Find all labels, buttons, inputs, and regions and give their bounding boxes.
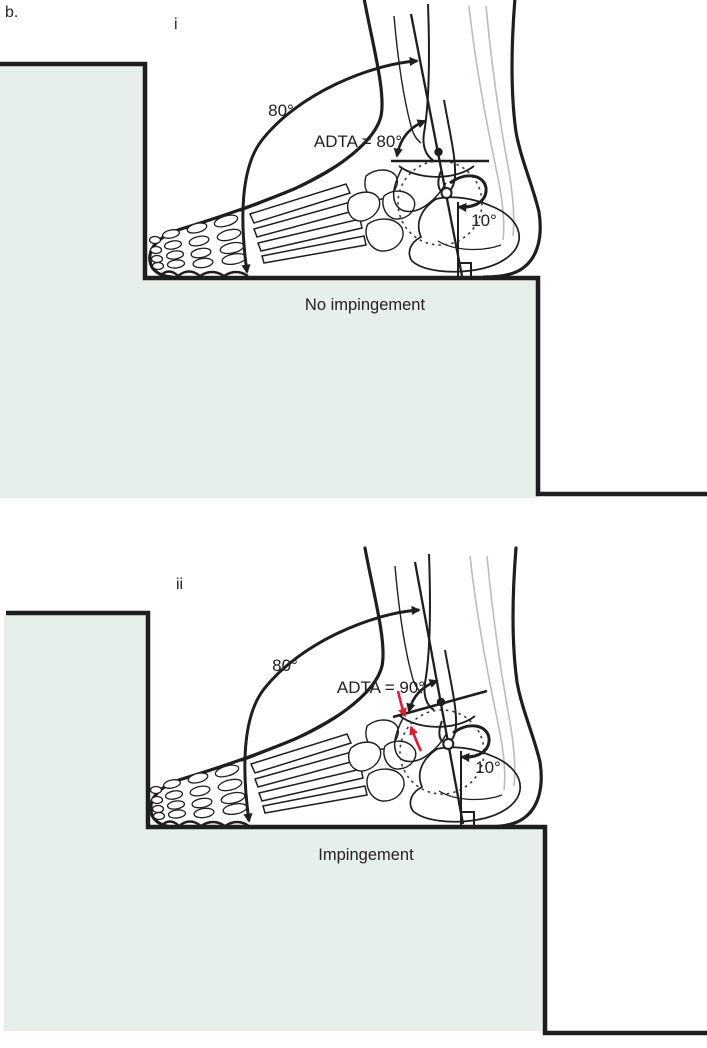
- panel-i: [0, 0, 707, 498]
- step-platform-i: [0, 64, 538, 498]
- panel-ii: [4, 548, 707, 1033]
- axis-open-circle-ii: [443, 739, 453, 749]
- heel-angle-label-ii: 10°: [475, 758, 501, 777]
- axis-dot-i: [434, 148, 442, 156]
- adta-label-i: ADTA = 80°: [313, 132, 403, 151]
- panel-label-ii: ii: [176, 576, 184, 593]
- caption-i: No impingement: [304, 296, 426, 314]
- caption-ii: Impingement: [318, 846, 414, 864]
- heel-angle-arrow-i: [450, 176, 486, 207]
- adta-label-ii: ADTA = 90°: [336, 678, 426, 697]
- axis-open-circle-i: [442, 188, 452, 198]
- rom-angle-label-i: 80°: [268, 101, 294, 120]
- panel-label-i: i: [174, 16, 178, 33]
- axis-dot-ii: [437, 698, 445, 706]
- heel-angle-arrow-ii: [453, 726, 489, 757]
- figure-part-label: b.: [5, 4, 19, 21]
- rom-angle-label-ii: 80°: [272, 656, 298, 675]
- heel-angle-label-i: 10°: [471, 211, 497, 230]
- tibial-axis-line-i: [411, 14, 462, 276]
